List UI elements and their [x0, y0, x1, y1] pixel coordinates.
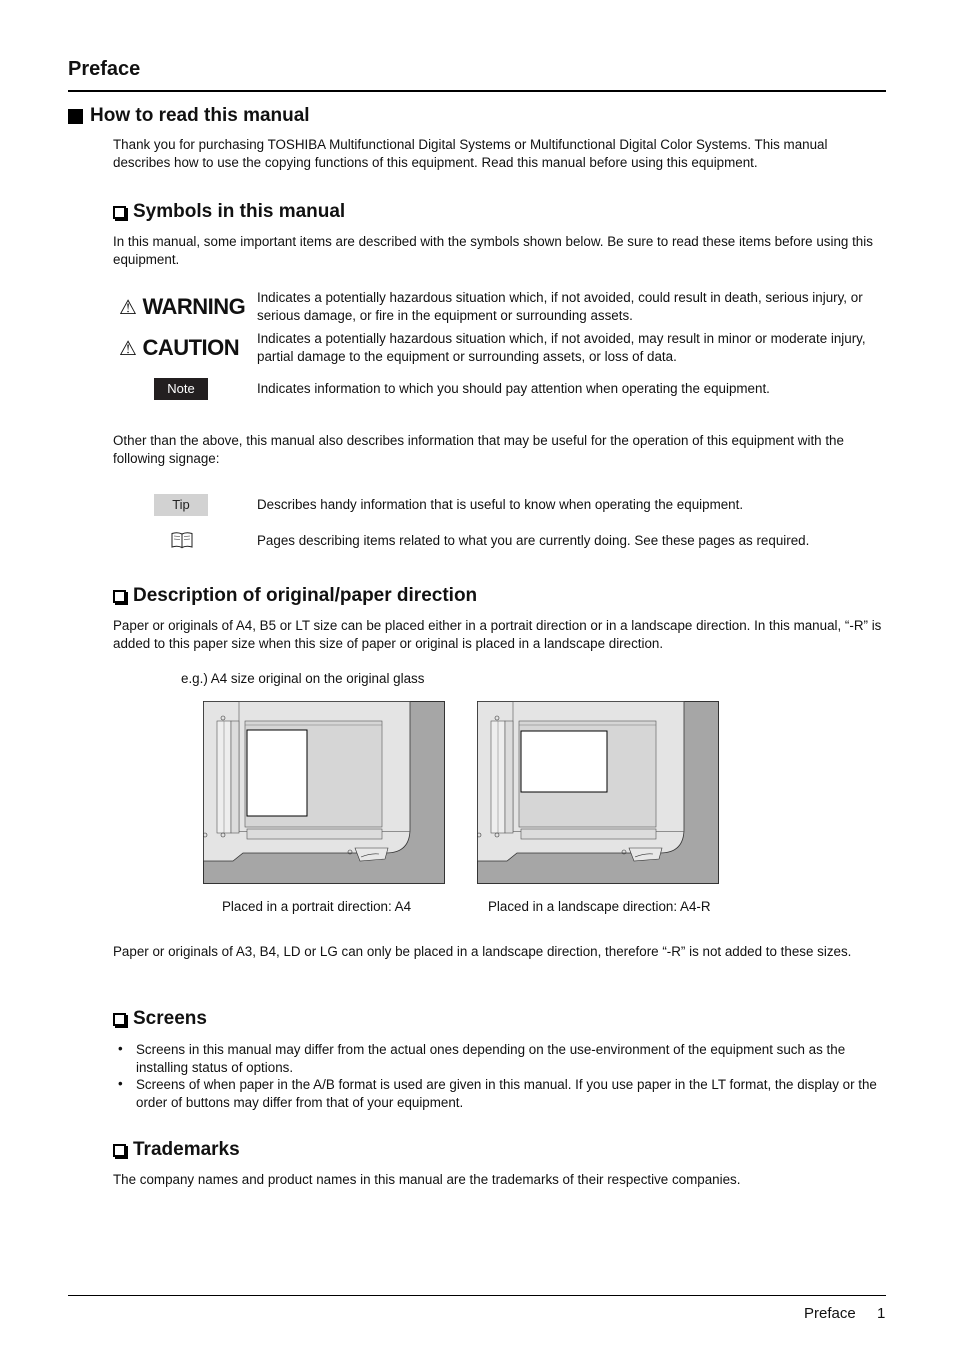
section-symbols-other: Other than the above, this manual also describes information that may be useful for the operation of this equipment with the following signage: — [113, 433, 844, 466]
tip-description: Describes handy information that is useful to know when operating the equipment. — [257, 497, 744, 512]
caution-symbol — [119, 335, 239, 361]
section-direction-title: Description of original/paper direction — [133, 585, 478, 606]
section-how-body: Thank you for purchasing TOSHIBA Multifunctional Digital Systems or Multifunctional Digital Color Systems. This manual describes how to use the copying functions of this equipment. Read this manual before using this equipment. — [113, 137, 828, 170]
footer-page-number: 1 — [877, 1305, 886, 1322]
section-trademarks-heading — [113, 1139, 240, 1161]
screens-bullet-2: Screens of when paper in the A/B format is used are given in this manual. If you use paper in the LT format, the display or the order of buttons may differ from that of your equipment. — [136, 1077, 877, 1110]
warning-triangle-icon: ⚠ — [119, 296, 137, 319]
warning-label: WARNING — [142, 294, 246, 319]
section-screens-title: Screens — [133, 1008, 207, 1029]
reference-description: Pages describing items related to what you are currently doing. See these pages as required. — [257, 533, 810, 548]
checkbox-icon — [113, 1013, 126, 1026]
section-symbols-intro: In this manual, some important items are described with the symbols shown below. Be sure to read these items before using this equipment. — [113, 234, 873, 267]
bullet-icon: • — [118, 1041, 123, 1056]
warning-description: Indicates a potentially hazardous situation which, if not avoided, could result in death, serious injury, or serious damage, or fire in the equipment or surrounding assets. — [257, 290, 863, 323]
caution-triangle-icon: ⚠ — [119, 337, 137, 360]
header-rule — [68, 90, 886, 92]
caution-description: Indicates a potentially hazardous situation which, if not avoided, may result in minor or moderate injury, partial damage to the equipment or surrounding assets, or loss of data. — [257, 331, 866, 364]
section-trademarks-body: The company names and product names in this manual are the trademarks of their respective companies. — [113, 1172, 741, 1187]
note-description: Indicates information to which you should pay attention when operating the equipment. — [257, 381, 770, 396]
footer-rule — [68, 1295, 886, 1296]
section-symbols-heading — [113, 201, 345, 223]
page-title: Preface — [68, 58, 141, 80]
checkbox-icon — [113, 590, 126, 603]
checkbox-icon — [113, 1144, 126, 1157]
book-reference-icon — [170, 531, 194, 554]
note-badge: Note — [154, 378, 208, 400]
section-trademarks-title: Trademarks — [133, 1139, 240, 1160]
caption-landscape: Placed in a landscape direction: A4-R — [488, 899, 711, 914]
checkbox-icon — [113, 206, 126, 219]
screens-bullet-1: Screens in this manual may differ from the actual ones depending on the use-environment of the equipment such as the installing status of options. — [136, 1042, 846, 1075]
section-how-heading — [68, 105, 310, 127]
caption-portrait: Placed in a portrait direction: A4 — [222, 899, 412, 914]
direction-example-label: e.g.) A4 size original on the original glass — [181, 671, 425, 686]
section-direction-after: Paper or originals of A3, B4, LD or LG can only be placed in a landscape direction, therefore “-R” is not added to these sizes. — [113, 944, 852, 959]
section-symbols-title: Symbols in this manual — [133, 201, 346, 222]
warning-symbol — [119, 294, 245, 320]
section-direction-body: Paper or originals of A4, B5 or LT size can be placed either in a portrait direction or in a landscape direction. In this manual, “-R” is added to this paper size when this size of paper or original is placed in a landscape direction. — [113, 618, 882, 651]
section-direction-heading — [113, 585, 477, 607]
caution-label: CAUTION — [142, 335, 240, 360]
bullet-icon: • — [118, 1076, 123, 1091]
figure-portrait-glass — [203, 701, 446, 890]
section-how-title: How to read this manual — [90, 105, 310, 126]
section-screens-heading — [113, 1008, 207, 1030]
footer-section: Preface — [804, 1305, 856, 1322]
filled-square-icon — [68, 109, 83, 124]
figure-landscape-glass — [477, 701, 720, 890]
tip-badge: Tip — [154, 494, 208, 516]
